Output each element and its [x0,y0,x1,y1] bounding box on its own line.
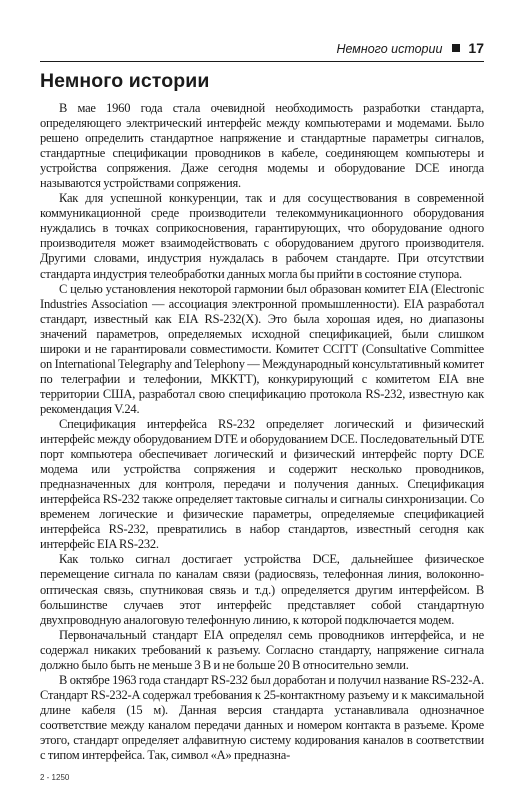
paragraph: С целью установления некоторой гармонии был образован комитет EIA (Electronic Industries Association — ассоциация электронной промышленности). EIA разработал стандарт, известный как EIA RS-232(X). Это была хорошая идея, но диапазоны значений параметров, определяемых исходной спецификацией, были слишком широки и не гарантировали совместимости. Комитет CCITT (Consultative Committee on International Telegraphy and Telephony — Международный консультативный комитет по телеграфии и телефонии, МККТТ), конкурирующий с комитетом EIA вне территории США, разработал свою спецификацию протокола RS-232, известную как рекомендация V.24. [40,281,484,416]
paragraph: В мае 1960 года стала очевидной необходимость разработки стандарта, определяющего электрический интерфейс между компьютерами и модемами. Было решено определить стандартное напряжение и стандартные параметры сигналов, стандартные спецификации проводников в кабеле, соединяющем компьютеры и устройства сопряжения. Даже сегодня модемы и оборудование DCE иногда называются устройствами сопряжения. [40,101,484,191]
paragraph: В октябре 1963 года стандарт RS-232 был доработан и получил название RS-232-A. Стандарт RS-232-A содержал требования к 25-контактному разъему и к максимальной длине кабеля (15 м). Данная версия стандарта устанавливала однозначное соответствие между каналом передачи данных и номером контакта в разъеме. Кроме этого, стандарт определяет алфавитную систему кодирования каналов в соответствии с типом интерфейса. Так, символ «А» предназна- [40,672,484,763]
section-title: Немного истории [40,70,210,92]
body-text [40,101,484,763]
page-number: 17 [468,40,484,56]
paragraph: Спецификация интерфейса RS-232 определяет логический и физический интерфейс между оборудованием DTE и оборудованием DCE. Последовательный DTE порт компьютера обеспечивает логический и физический интерфейс порту DCE модема или устройства сопряжения и содержит несколько проводников, предназначенных для контроля, передачи и получения данных. Спецификация интерфейса RS-232 также определяет тактовые сигналы и сигналы синхронизации. Со временем логические и физические параметры, определяемые спецификацией интерфейса RS-232, превратились в набор стандартов, известный сегодня как интерфейс EIA RS-232. [40,416,484,552]
header-rule [40,61,484,62]
running-head-section: Немного истории [336,42,443,56]
paragraph: Как для успешной конкуренции, так и для сосуществования в современной коммуникационной среде производители телекоммуникационного оборудования нуждались в точках соприкосновения, гарантирующих, что оборудование одного производителя может взаимодействовать с оборудованием другого производителя. Другими словами, индустрия нуждалась в рабочем стандарте. При отсутствии стандарта индустрия телеобработки данных могла бы прийти в состояние ступора. [40,191,484,281]
printer-signature: 2 - 1250 [40,773,70,782]
running-head [0,40,484,60]
paragraph: Как только сигнал достигает устройства DCE, дальнейшее физическое перемещение сигнала по каналам связи (радиосвязь, телефонная линия, волоконно-оптическая связь, спутниковая связь и т.д.) определяется другим интерфейсом. В большинстве случаев этот интерфейс представляет собой стандартную двухпроводную аналоговую телефонную линию, к которой подключается модем. [40,552,484,627]
square-bullet-icon [452,44,460,52]
paragraph: Первоначальный стандарт EIA определял семь проводников интерфейса, и не содержал никаких требований к разъему. Согласно стандарту, напряжение сигнала должно было быть не меньше 3 В и не больше 20 В относительно земли. [40,627,484,672]
